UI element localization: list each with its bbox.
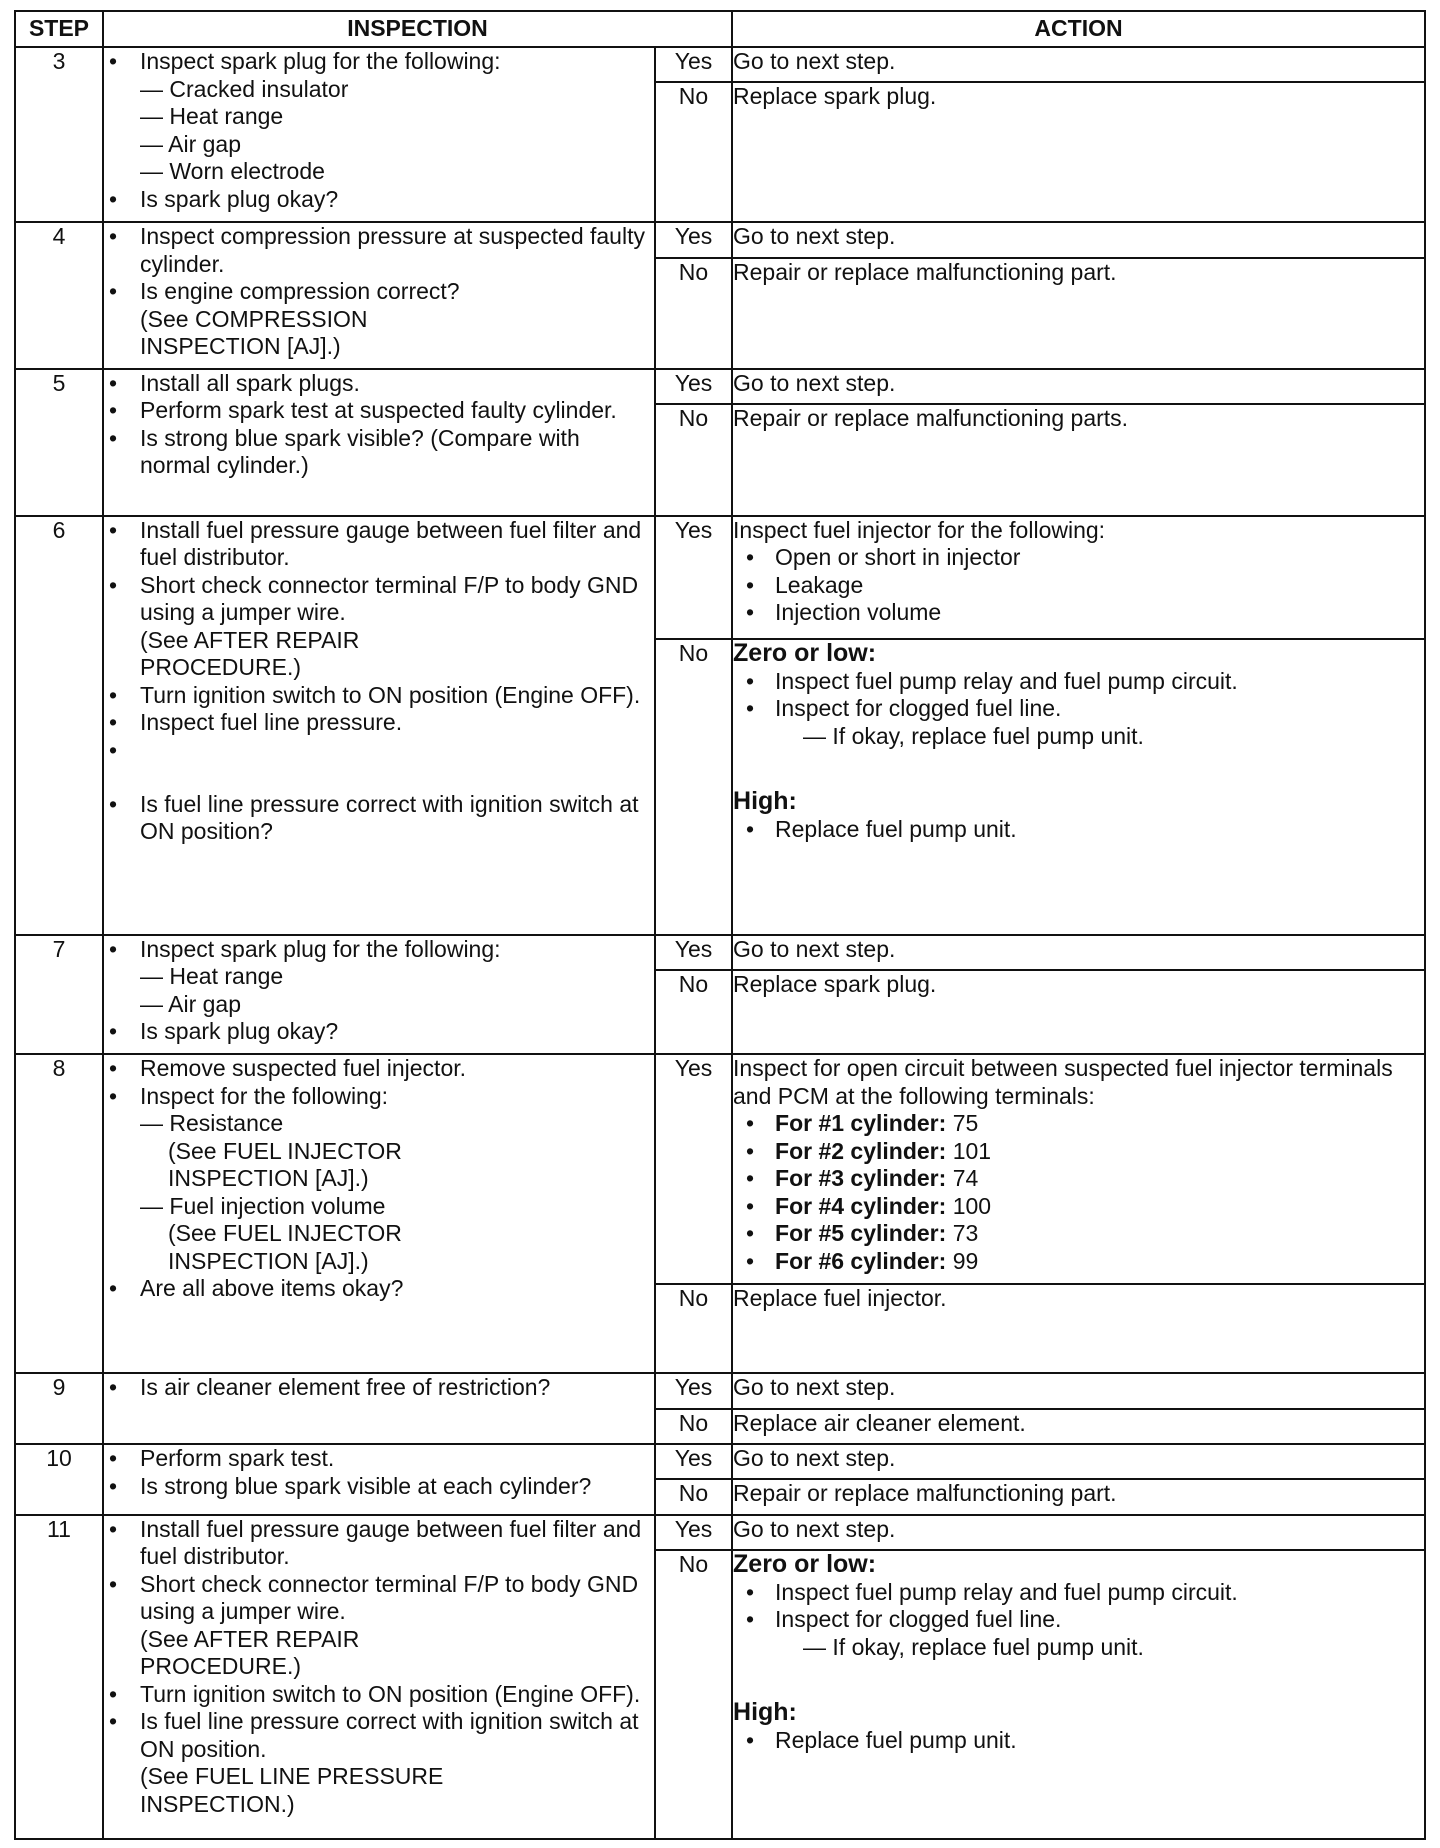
action-intro: Inspect fuel injector for the following: <box>733 516 1106 543</box>
step-4-yes-row <box>15 222 1425 257</box>
inspection-item: • Perform spark test. <box>104 1445 654 1473</box>
action-item: • Inspect fuel pump relay and fuel pump circuit. <box>739 1579 1424 1607</box>
no-action <box>732 639 1425 935</box>
no-label: No <box>655 404 732 515</box>
yes-action: Go to next step. <box>732 47 1425 82</box>
action-item: • Inspect for clogged fuel line. — If okay, replace fuel pump unit. <box>739 695 1424 750</box>
inspection-item: • Is spark plug okay? <box>104 186 654 214</box>
step-8-inspection <box>103 1054 655 1373</box>
step-11-yes-row <box>15 1515 1425 1550</box>
inspection-item: • Remove suspected fuel injector. <box>104 1055 654 1083</box>
sub-item: — Air gap <box>140 990 241 1017</box>
yes-label: Yes <box>655 222 732 257</box>
no-action: Replace air cleaner element. <box>732 1409 1425 1444</box>
step-number: 7 <box>15 935 103 1054</box>
terminal-item: • For #4 cylinder: 100 <box>739 1193 1424 1221</box>
no-action: Repair or replace malfunctioning parts. <box>732 404 1425 515</box>
action-item: • Injection volume <box>739 599 1424 627</box>
terminal-item: • For #3 cylinder: 74 <box>739 1165 1424 1193</box>
header-inspection: INSPECTION <box>103 11 732 47</box>
spacer <box>733 750 1424 788</box>
action-heading: High: <box>733 787 797 816</box>
step-number: 5 <box>15 369 103 516</box>
yes-action: Go to next step. <box>732 1373 1425 1408</box>
action-heading: High: <box>733 1698 797 1727</box>
step-number: 4 <box>15 222 103 369</box>
terminal-item: • For #6 cylinder: 99 <box>739 1248 1424 1276</box>
step-3-yes-row <box>15 47 1425 82</box>
no-label: No <box>655 1409 732 1444</box>
no-label: No <box>655 1284 732 1373</box>
inspection-item: • Is spark plug okay? <box>104 1018 654 1046</box>
step-7-yes-row <box>15 935 1425 970</box>
step-11-inspection <box>103 1515 655 1839</box>
sub-item: — Fuel injection volume <box>140 1192 386 1219</box>
terminal-item: • For #5 cylinder: 73 <box>739 1220 1424 1248</box>
inspection-item: • Short check connector terminal F/P to body GND using a jumper wire. (See AFTER REPAIR PROCEDURE.) <box>104 1571 654 1681</box>
terminal-item: • For #1 cylinder: 75 <box>739 1110 1424 1138</box>
step-10-inspection <box>103 1444 655 1515</box>
inspection-item: • Is fuel line pressure correct with ignition switch at ON position. (See FUEL LINE PRESSURE INSPECTION.) <box>104 1708 654 1818</box>
inspection-item: • Inspect compression pressure at suspected faulty cylinder. <box>104 223 654 278</box>
step-number: 9 <box>15 1373 103 1444</box>
inspection-item: • Are all above items okay? <box>104 1275 654 1303</box>
spacer <box>733 1661 1424 1699</box>
spacer <box>104 737 654 791</box>
inspection-item: • Perform spark test at suspected faulty cylinder. <box>104 397 654 425</box>
step-10-yes-row <box>15 1444 1425 1479</box>
action-heading: Zero or low: <box>733 1550 877 1579</box>
reference-note: (See AFTER REPAIR PROCEDURE.) <box>140 1625 360 1680</box>
no-label: No <box>655 639 732 935</box>
no-action: Replace spark plug. <box>732 970 1425 1054</box>
inspection-item: • Install fuel pressure gauge between fuel filter and fuel distributor. <box>104 517 654 572</box>
reference-note: (See AFTER REPAIR PROCEDURE.) <box>140 626 360 681</box>
yes-action <box>732 1054 1425 1284</box>
step-number: 3 <box>15 47 103 222</box>
inspection-item: • Inspect for the following: — Resistance (See FUEL INJECTOR INSPECTION [AJ].) — Fuel injection volume (See FUEL INJECTOR INSPECTION [AJ].) <box>104 1083 654 1276</box>
no-label: No <box>655 1479 732 1514</box>
inspection-item: • Is air cleaner element free of restriction? <box>104 1374 654 1402</box>
step-5-inspection <box>103 369 655 516</box>
reference-note: (See FUEL INJECTOR INSPECTION [AJ].) <box>168 1220 402 1274</box>
sub-item: — If okay, replace fuel pump unit. <box>803 722 1144 749</box>
yes-label: Yes <box>655 47 732 82</box>
yes-action: Go to next step. <box>732 222 1425 257</box>
yes-action: Go to next step. <box>732 369 1425 404</box>
inspection-item: • Is strong blue spark visible? (Compare with normal cylinder.) <box>104 425 654 480</box>
inspection-item: • Install fuel pressure gauge between fuel filter and fuel distributor. <box>104 1516 654 1571</box>
yes-label: Yes <box>655 1054 732 1284</box>
no-label: No <box>655 970 732 1054</box>
sub-item: — Heat range <box>140 963 284 990</box>
no-label: No <box>655 258 732 369</box>
step-number: 11 <box>15 1515 103 1839</box>
inspection-item: • Short check connector terminal F/P to body GND using a jumper wire. (See AFTER REPAIR PROCEDURE.) <box>104 572 654 682</box>
yes-label: Yes <box>655 935 732 970</box>
yes-action: Go to next step. <box>732 935 1425 970</box>
action-item: • Leakage <box>739 572 1424 600</box>
action-item: • Replace fuel pump unit. <box>739 816 1424 844</box>
action-intro: Inspect for open circuit between suspected fuel injector terminals and PCM at the following terminals: <box>733 1055 1393 1109</box>
no-action: Repair or replace malfunctioning part. <box>732 258 1425 369</box>
no-label: No <box>655 82 732 222</box>
no-action: Repair or replace malfunctioning part. <box>732 1479 1425 1514</box>
sub-item: — Resistance <box>140 1110 284 1137</box>
reference-note: (See FUEL INJECTOR INSPECTION [AJ].) <box>168 1137 402 1192</box>
step-3-inspection <box>103 47 655 222</box>
yes-label: Yes <box>655 516 732 640</box>
sub-item: — Worn electrode <box>140 158 325 184</box>
header-action: ACTION <box>732 11 1425 47</box>
inspection-item: • Turn ignition switch to ON position (Engine OFF). <box>104 682 654 710</box>
step-4-inspection <box>103 222 655 369</box>
sub-item: — Cracked insulator <box>140 75 349 102</box>
action-item: • Open or short in injector <box>739 544 1424 572</box>
sub-item: — If okay, replace fuel pump unit. <box>803 1633 1144 1660</box>
yes-label: Yes <box>655 1444 732 1479</box>
step-number: 10 <box>15 1444 103 1515</box>
action-item: • Inspect fuel pump relay and fuel pump circuit. <box>739 668 1424 696</box>
inspection-item: • Install all spark plugs. <box>104 370 654 398</box>
terminal-item: • For #2 cylinder: 101 <box>739 1138 1424 1166</box>
inspection-item: • Inspect spark plug for the following: — Cracked insulator — Heat range — Air gap — Worn electrode <box>104 48 654 186</box>
inspection-item: • Is fuel line pressure correct with ignition switch at ON position? <box>104 791 654 846</box>
troubleshooting-table <box>14 10 1426 1840</box>
yes-action: Go to next step. <box>732 1515 1425 1550</box>
no-label: No <box>655 1550 732 1839</box>
inspection-item: • Turn ignition switch to ON position (Engine OFF). <box>104 1681 654 1709</box>
step-8-yes-row <box>15 1054 1425 1284</box>
inspection-item: • Inspect spark plug for the following: — Heat range — Air gap <box>104 936 654 1019</box>
step-9-yes-row <box>15 1373 1425 1408</box>
sub-item: — Heat range <box>140 103 284 129</box>
step-9-inspection <box>103 1373 655 1444</box>
terminal-list <box>733 1110 1424 1275</box>
yes-label: Yes <box>655 369 732 404</box>
step-6-yes-row <box>15 516 1425 640</box>
inspection-item: • Inspect fuel line pressure. <box>104 709 654 737</box>
no-action: Replace fuel injector. <box>732 1284 1425 1373</box>
inspection-item: • Is strong blue spark visible at each cylinder? <box>104 1473 654 1501</box>
no-action <box>732 1550 1425 1839</box>
step-7-inspection <box>103 935 655 1054</box>
yes-action <box>732 516 1425 640</box>
action-heading: Zero or low: <box>733 639 877 668</box>
step-number: 6 <box>15 516 103 935</box>
header-step: STEP <box>15 11 103 47</box>
step-5-yes-row <box>15 369 1425 404</box>
step-6-inspection <box>103 516 655 935</box>
sub-item: — Air gap <box>140 130 241 157</box>
action-item: • Replace fuel pump unit. <box>739 1727 1424 1755</box>
no-action: Replace spark plug. <box>732 82 1425 222</box>
reference-note: (See COMPRESSION INSPECTION [AJ].) <box>140 305 368 360</box>
yes-label: Yes <box>655 1515 732 1550</box>
yes-label: Yes <box>655 1373 732 1408</box>
action-item: • Inspect for clogged fuel line. — If okay, replace fuel pump unit. <box>739 1606 1424 1661</box>
header-row <box>15 11 1425 47</box>
yes-action: Go to next step. <box>732 1444 1425 1479</box>
reference-note: (See FUEL LINE PRESSURE INSPECTION.) <box>140 1763 444 1817</box>
step-number: 8 <box>15 1054 103 1373</box>
inspection-item: • Is engine compression correct? (See COMPRESSION INSPECTION [AJ].) <box>104 278 654 361</box>
